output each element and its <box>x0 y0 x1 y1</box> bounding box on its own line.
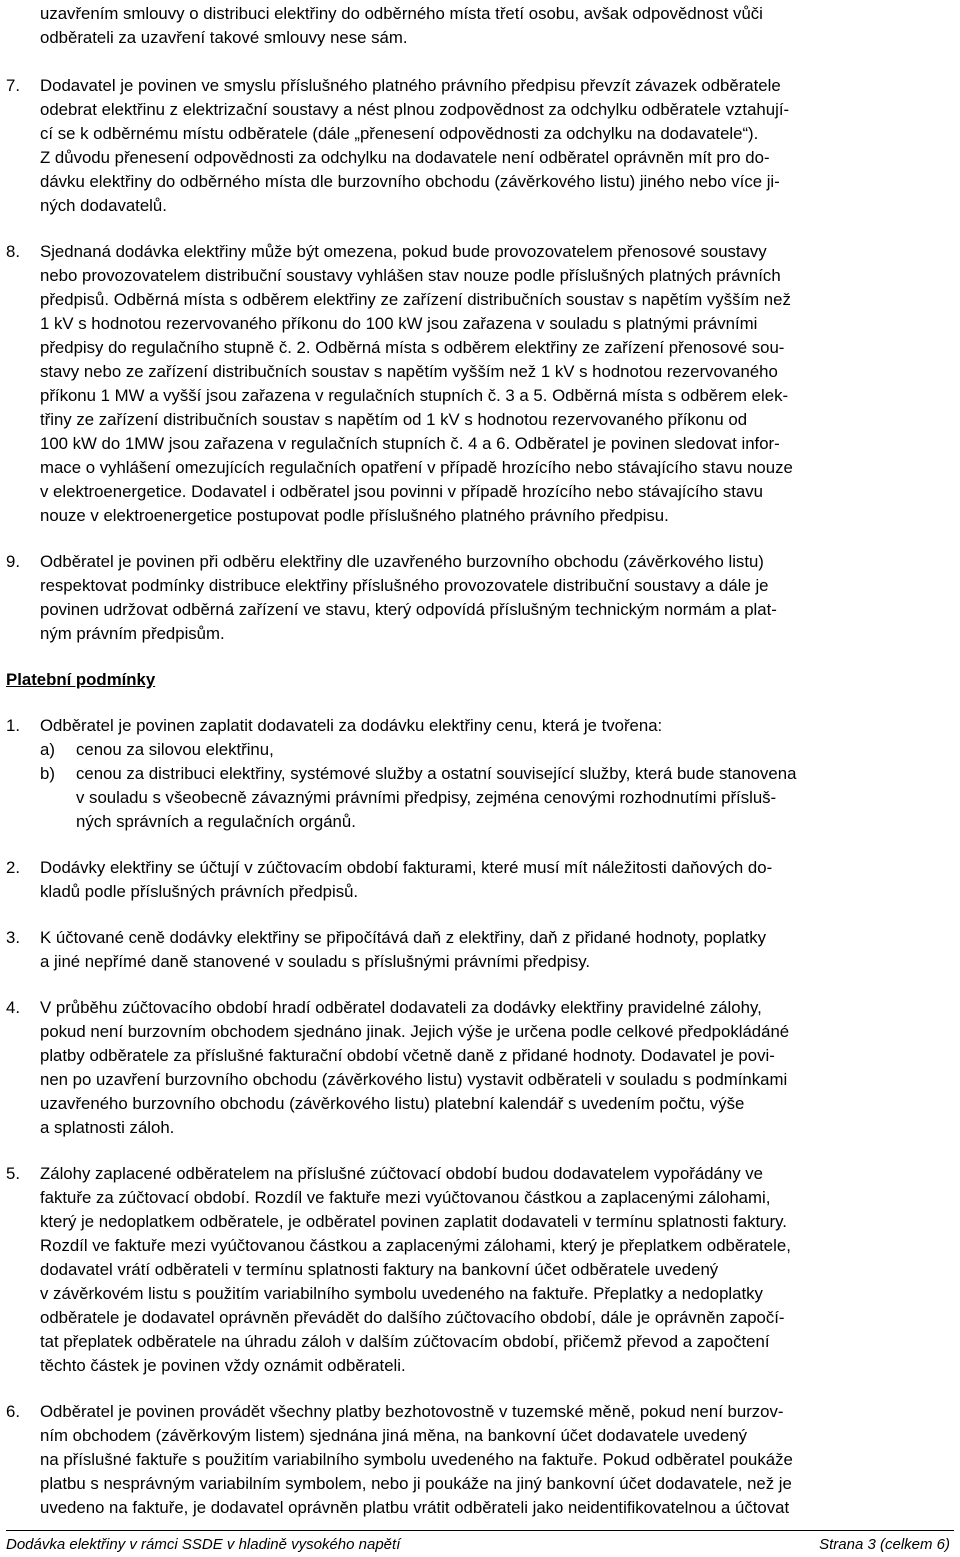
section-heading: Platební podmínky <box>6 670 156 689</box>
item-number: 7. <box>6 76 20 95</box>
text-line: odběratele je dodavatel oprávněn převádět do dalšího zúčtovacího období, dále je oprávněn započí- <box>40 1308 785 1327</box>
text-line: faktuře za zúčtovací období. Rozdíl ve faktuře mezi vyúčtovanou částkou a zaplacenými zálohami, <box>40 1188 771 1207</box>
footer-page-number: Strana 3 (celkem 6) <box>819 1536 950 1553</box>
text-line: v závěrkovém listu s použitím variabilního symbolu uvedeného na faktuře. Přeplatky a nedoplatky <box>40 1284 763 1303</box>
text-line: cenou za distribuci elektřiny, systémové služby a ostatní související služby, která bude stanovena <box>76 764 797 783</box>
text-line: uvedeno na faktuře, je dodavatel oprávněn platbu vrátit odběrateli jako neidentifikovatelnou a účtovat <box>40 1498 790 1517</box>
sub-item-label: a) <box>40 740 55 759</box>
text-line: cenou za silovou elektřinu, <box>76 740 274 759</box>
text-line: který je nedoplatkem odběratele, je odběratel povinen zaplatit dodavateli v termínu splatnosti faktury. <box>40 1212 787 1231</box>
text-line: V průběhu zúčtovacího období hradí odběratel dodavateli za dodávky elektřiny pravidelné zálohy, <box>40 998 762 1017</box>
text-line: dávku elektřiny do odběrného místa dle burzovního obchodu (závěrkového listu) jiného nebo více ji- <box>40 172 780 191</box>
text-line: 100 kW do 1MW jsou zařazena v regulačních stupních č. 4 a 6. Odběratel je povinen sledovat infor- <box>40 434 780 453</box>
text-line: dodavatel vrátí odběrateli v termínu splatnosti faktury na bankovní účet odběratele uvedený <box>40 1260 719 1279</box>
text-line: K účtované ceně dodávky elektřiny se připočítává daň z elektřiny, daň z přidané hodnoty, poplatky <box>40 928 767 947</box>
text-line: ním obchodem (závěrkovým listem) sjednána jiná měna, na bankovní účet dodavatele uvedený <box>40 1426 748 1445</box>
item-number: 9. <box>6 552 20 571</box>
text-line: Rozdíl ve faktuře mezi vyúčtovanou částkou a zaplacenými zálohami, který je přeplatkem odběratele, <box>40 1236 791 1255</box>
sub-item-label: b) <box>40 764 55 783</box>
text-line: nebo provozovatelem distribuční soustavy vyhlášen stav nouze podle příslušných platných právních <box>40 266 781 285</box>
text-line: a jiné nepřímé daně stanovené v souladu s příslušnými právními předpisy. <box>40 952 591 971</box>
text-line: platby odběratele za příslušné fakturační období včetně daně z přidané hodnoty. Dodavatel je povi- <box>40 1046 775 1065</box>
text-line: respektovat podmínky distribuce elektřiny příslušného provozovatele distribuční soustavy a dále je <box>40 576 769 595</box>
text-line: Dodavatel je povinen ve smyslu příslušného platného právního předpisu převzít závazek odběratele <box>40 76 781 95</box>
text-line: v elektroenergetice. Dodavatel i odběratel jsou povinni v případě hrozícího nebo stávajícího stavu <box>40 482 763 501</box>
item-number: 6. <box>6 1402 20 1421</box>
text-line: v souladu s všeobecně závaznými právními předpisy, zejména cenovými rozhodnutími přísluš- <box>76 788 777 807</box>
text-line: odběrateli za uzavření takové smlouvy nese sám. <box>40 28 408 47</box>
text-line: Zálohy zaplacené odběratelem na příslušné zúčtovací období budou dodavatelem vypořádány ve <box>40 1164 763 1183</box>
text-line: odebrat elektřinu z elektrizační soustavy a nést plnou zodpovědnost za odchylku odběratele vztahují- <box>40 100 790 119</box>
text-line: nen po uzavření burzovního obchodu (závěrkového listu) vystavit odběrateli v souladu s podmínkami <box>40 1070 788 1089</box>
text-line: Odběratel je povinen zaplatit dodavateli za dodávku elektřiny cenu, která je tvořena: <box>40 716 663 735</box>
item-number: 3. <box>6 928 20 947</box>
text-line: uzavřeného burzovního obchodu (závěrkového listu) platební kalendář s uvedením počtu, výše <box>40 1094 745 1113</box>
text-line: těchto částek je povinen vždy oznámit odběrateli. <box>40 1356 406 1375</box>
text-line: mace o vyhlášení omezujících regulačních opatření v případě hrozícího nebo stávajícího stavu nouze <box>40 458 793 477</box>
text-line: Z důvodu přenesení odpovědnosti za odchylku na dodavatele není odběratel oprávněn mít pro do- <box>40 148 770 167</box>
text-line: třiny ze zařízení distribučních soustav s napětím od 1 kV s hodnotou rezervovaného příkonu od <box>40 410 748 429</box>
item-number: 4. <box>6 998 20 1017</box>
text-line: Odběratel je povinen při odběru elektřiny dle uzavřeného burzovního obchodu (závěrkového listu) <box>40 552 764 571</box>
item-number: 5. <box>6 1164 20 1183</box>
text-line: ným právním předpisům. <box>40 624 225 643</box>
text-line: Sjednaná dodávka elektřiny může být omezena, pokud bude provozovatelem přenosové soustavy <box>40 242 767 261</box>
text-line: uzavřením smlouvy o distribuci elektřiny do odběrného místa třetí osobu, avšak odpovědnost vůči <box>40 4 763 23</box>
text-line: platbu s nesprávným variabilním symbolem, nebo ji poukáže na jiný bankovní účet dodavatele, než je <box>40 1474 792 1493</box>
text-line: příkonu 1 MW a vyšší jsou zařazena v regulačních stupních č. 3 a 5. Odběrná místa s odběrem elek- <box>40 386 789 405</box>
item-number: 8. <box>6 242 20 261</box>
text-line: povinen udržovat odběrná zařízení ve stavu, který odpovídá příslušným technickým normám a plat- <box>40 600 777 619</box>
text-line: Dodávky elektřiny se účtují v zúčtovacím období fakturami, které musí mít náležitosti daňových do- <box>40 858 773 877</box>
text-line: cí se k odběrnému místu odběratele (dále „přenesení odpovědnosti za odchylku na dodavatele“). <box>40 124 759 143</box>
text-line: předpisů. Odběrná místa s odběrem elektřiny ze zařízení distribučních soustav s napětím vyšším než <box>40 290 791 309</box>
text-line: nouze v elektroenergetice postupovat podle příslušného platného právního předpisu. <box>40 506 669 525</box>
footer-divider <box>6 1530 954 1531</box>
text-line: ných dodavatelů. <box>40 196 167 215</box>
text-line: ných správních a regulačních orgánů. <box>76 812 356 831</box>
text-line: předpisy do regulačního stupně č. 2. Odběrná místa s odběrem elektřiny ze zařízení přenosové sou- <box>40 338 785 357</box>
text-line: na příslušné faktuře s použitím variabilního symbolu uvedeného na faktuře. Pokud odběratel poukáže <box>40 1450 793 1469</box>
text-line: Odběratel je povinen provádět všechny platby bezhotovostně v tuzemské měně, pokud není burzov- <box>40 1402 784 1421</box>
item-number: 1. <box>6 716 20 735</box>
text-line: a splatnosti záloh. <box>40 1118 175 1137</box>
text-line: tat přeplatek odběratele na úhradu záloh v dalším zúčtovacím období, přičemž převod a započtení <box>40 1332 770 1351</box>
text-line: pokud není burzovním obchodem sjednáno jinak. Jejich výše je určena podle celkové předpokládáné <box>40 1022 790 1041</box>
text-line: kladů podle příslušných právních předpisů. <box>40 882 359 901</box>
item-number: 2. <box>6 858 20 877</box>
footer-document-title: Dodávka elektřiny v rámci SSDE v hladině vysokého napětí <box>6 1536 401 1553</box>
text-line: 1 kV s hodnotou rezervovaného příkonu do 100 kW jsou zařazena v souladu s platnými právními <box>40 314 758 333</box>
text-line: stavy nebo ze zařízení distribučních soustav s napětím vyšším než 1 kV s hodnotou rezervovaného <box>40 362 778 381</box>
